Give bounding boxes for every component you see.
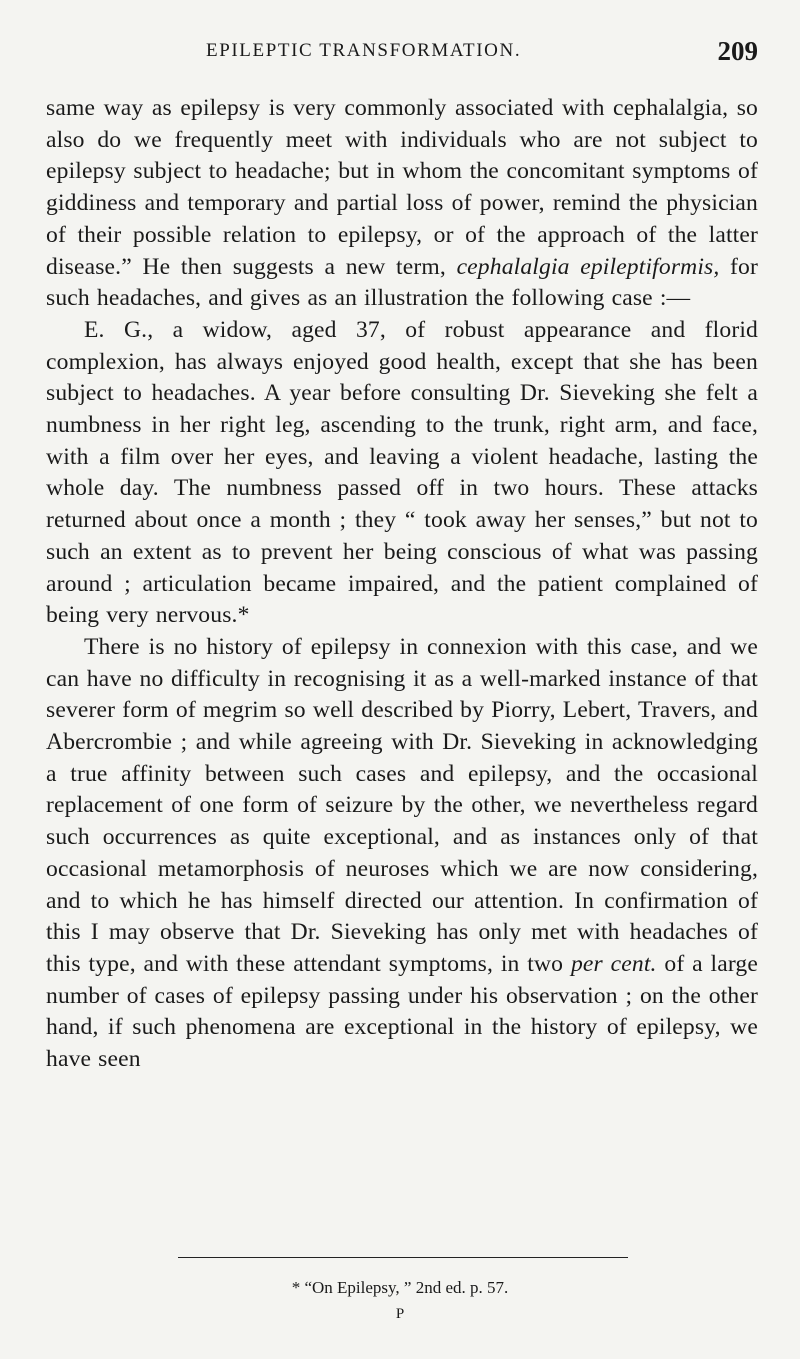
italic-text: cephalalgia epileptiformis, bbox=[456, 253, 720, 280]
signature-mark: P bbox=[395, 1306, 405, 1322]
text-run: for such headaches, and gives as an illustration the following case :— bbox=[46, 253, 759, 312]
running-title: EPILEPTIC TRANSFORMATION. bbox=[206, 40, 522, 61]
page-number: 209 bbox=[717, 36, 758, 66]
italic-text: per cent. bbox=[570, 950, 657, 977]
text-run: There is no history of epilepsy in connexion with this case, and we can have no difficulty in recognising it as a well-marked instance of that severer form of megrim so well described by Piorry, Lebert, Travers, and Abercrombie ; and while agreeing with Dr. Sieveking in acknowledging a true affinity between such cases and epilepsy, and the occasional replacement of one form of seizure by the other, we nevertheless regard such occurrences as quite exceptional, and as instances only of that occasional metamorphosis of neuroses which we are now considering, and to which he has himself directed our attention. In confirmation of this I may observe that Dr. Sieveking has only met with headaches of this type, and with these attendant symptoms, in two bbox=[46, 633, 758, 977]
running-head bbox=[46, 36, 758, 76]
paragraph bbox=[46, 93, 758, 315]
text-run: same way as epilepsy is very commonly associated with cephalalgia, so also do we frequently meet with individuals who are not subject to epilepsy subject to headache; but in whom the concomitant symptoms of giddiness and temporary and partial loss of power, remind the physician of their possible relation to epilepsy, or of the approach of the latter disease.” He then suggests a new term, bbox=[46, 95, 758, 280]
text-run: of a large number of cases of epilepsy passing under his observation ; on the other hand, if such phenomena are exceptional in the history of epilepsy, we have seen bbox=[46, 950, 758, 1073]
body-text bbox=[46, 93, 758, 1076]
text-run: E. G., a widow, aged 37, of robust appearance and florid complexion, has always enjoyed good health, except that she has been subject to headaches. A year before consulting Dr. Sieveking she felt a numbness in her right leg, ascending to the trunk, right arm, and face, with a film over her eyes, and leaving a violent headache, lasting the whole day. The numbness passed off in two hours. These attacks returned about once a month ; they “ took away her senses,” but not to such an extent as to prevent her being conscious of what was passing around ; articulation became impaired, and the patient complained of being very nervous.* bbox=[46, 316, 758, 629]
paragraph bbox=[46, 632, 758, 1076]
footnote: * “On Epilepsy, ” 2nd ed. p. 57. bbox=[291, 1278, 509, 1297]
footnote-rule bbox=[178, 1257, 628, 1258]
paragraph bbox=[46, 315, 758, 632]
